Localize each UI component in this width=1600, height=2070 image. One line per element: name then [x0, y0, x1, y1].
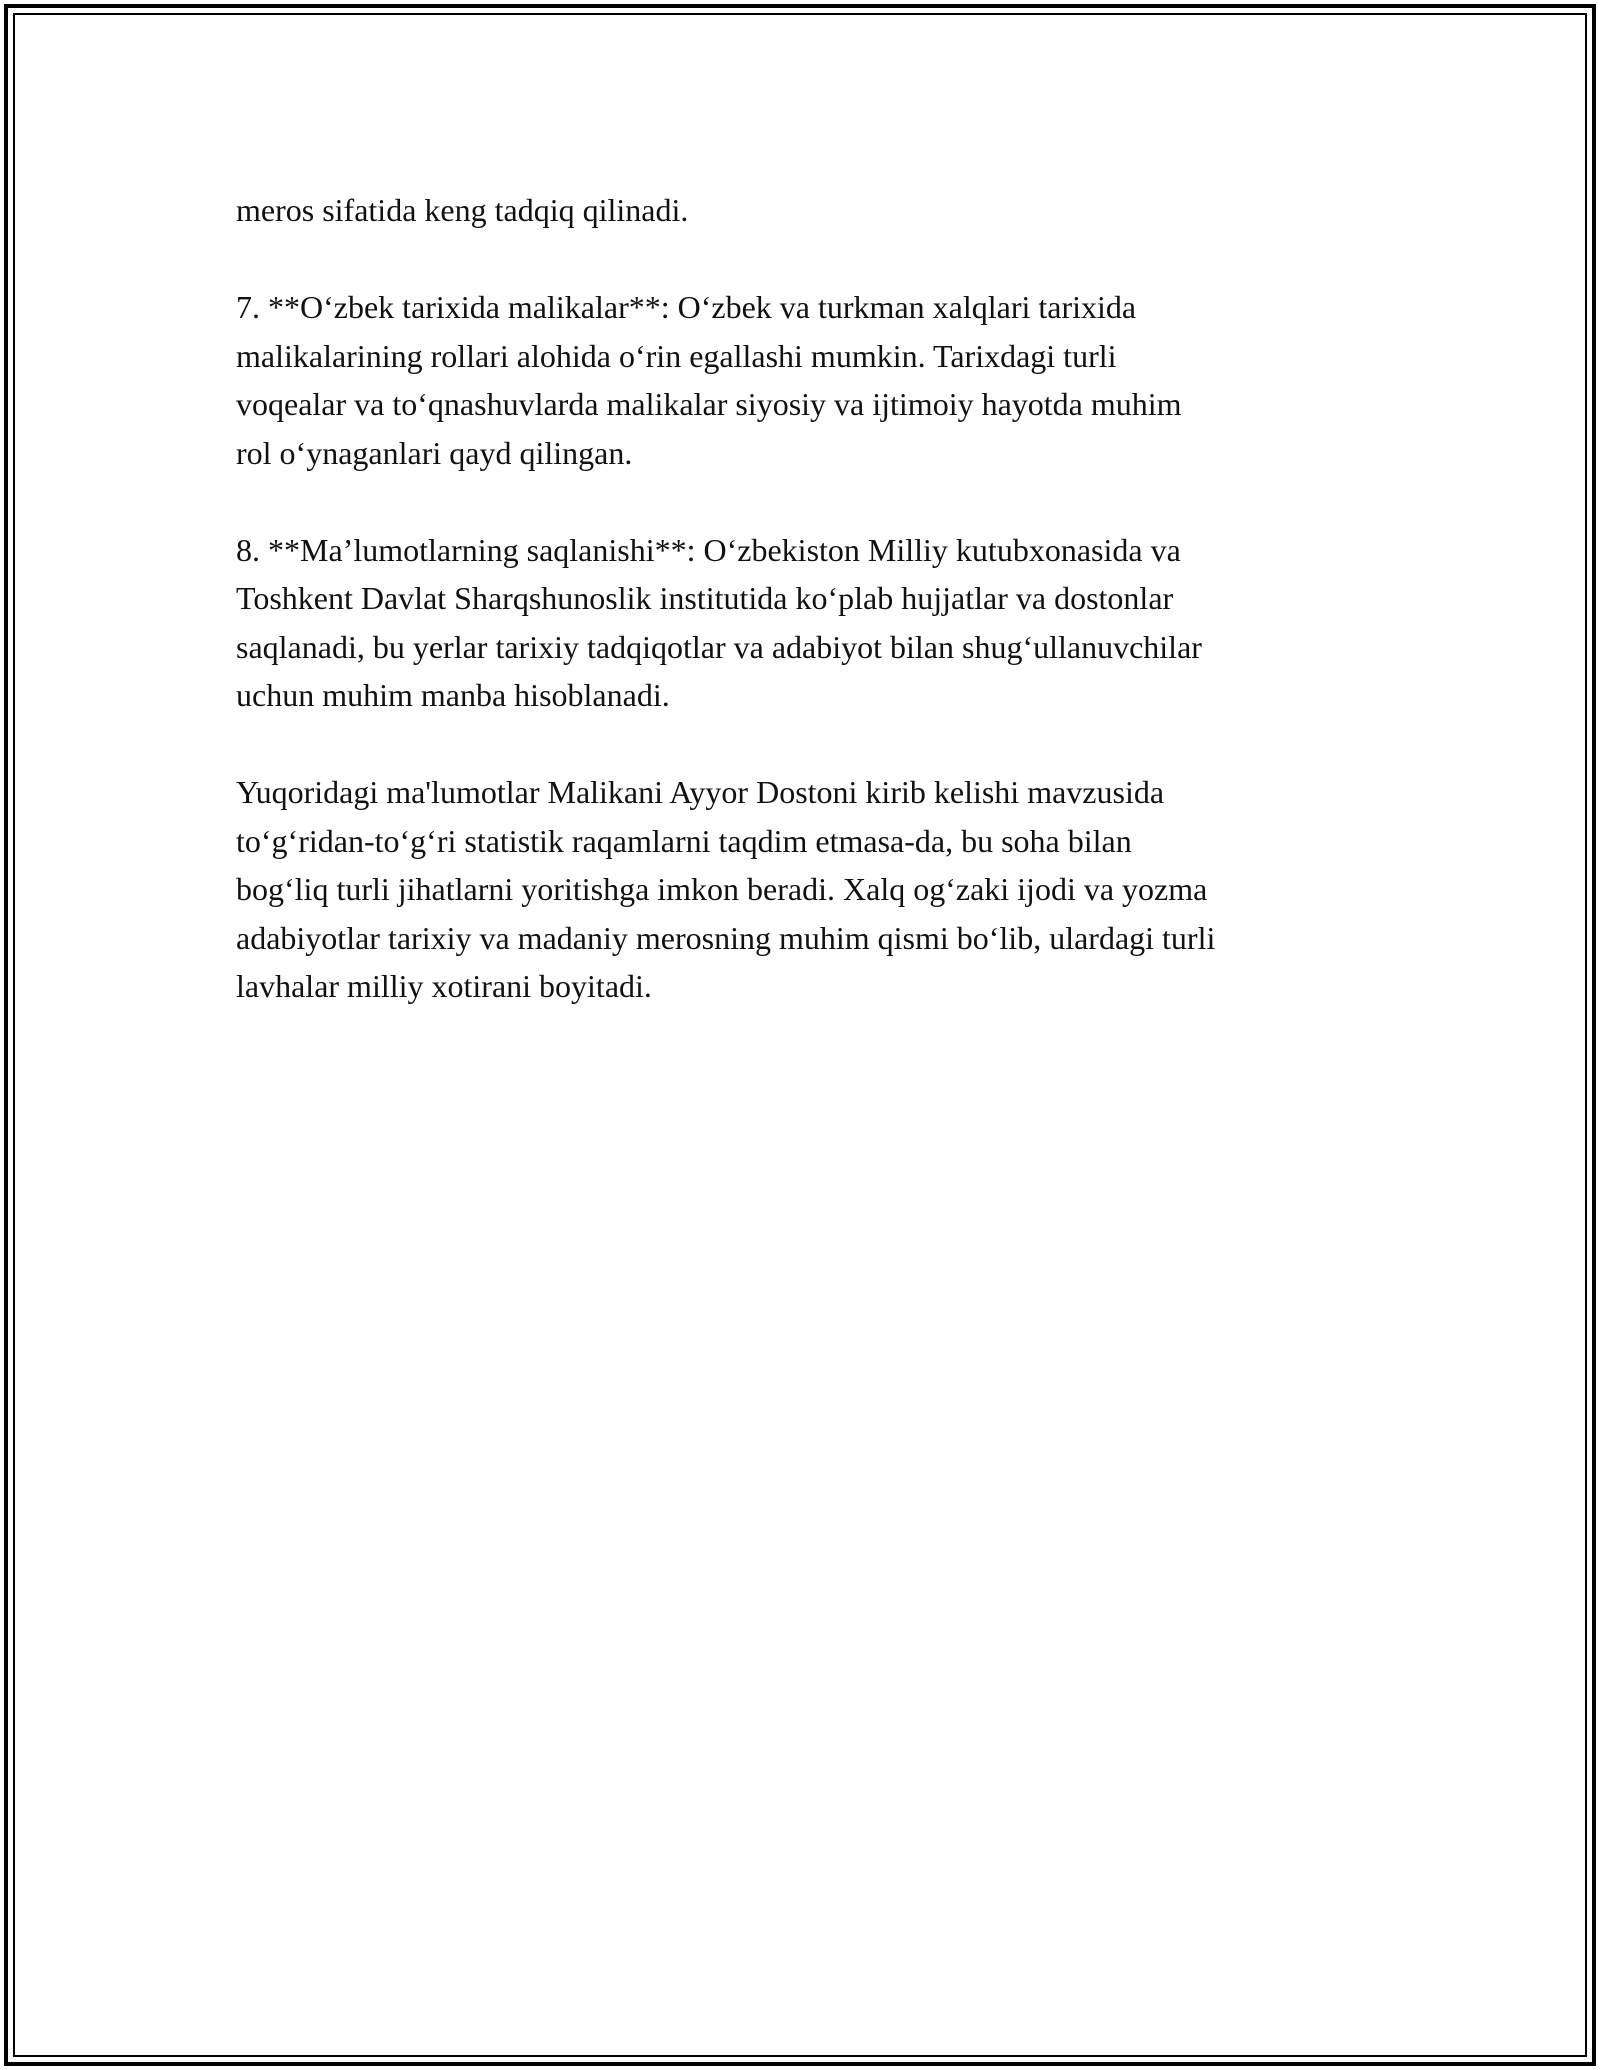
text-line: meros sifatida keng tadqiq qilinadi. [236, 192, 689, 228]
text-line: uchun muhim manba hisoblanadi. [236, 677, 670, 713]
text-line: adabiyotlar tarixiy va madaniy merosning muhim qismi bo‘lib, ulardagi turli [236, 919, 1216, 956]
text-line: voqealar va to‘qnashuvlarda malikalar siyosiy va ijtimoiy hayotda muhim [236, 386, 1182, 422]
text-line: rol o‘ynaganlari qayd qilingan. [236, 434, 633, 471]
paragraph-item-7 [236, 283, 1376, 477]
text-line: Yuqoridagi ma'lumotlar Malikani Ayyor Dostoni kirib kelishi mavzusida [236, 774, 1165, 810]
paragraph-conclusion [236, 768, 1376, 1011]
document-body [236, 186, 1376, 1059]
text-line: Toshkent Davlat Sharqshunoslik institutida ko‘plab hujjatlar va dostonlar [236, 580, 1174, 616]
paragraph-item-8 [236, 526, 1376, 720]
text-line: 8. **Ma’lumotlarning saqlanishi**: O‘zbekiston Milliy kutubxonasida va [236, 531, 1181, 568]
text-line: saqlanadi, bu yerlar tarixiy tadqiqotlar va adabiyot bilan shug‘ullanuvchilar [236, 628, 1202, 665]
text-line: to‘g‘ridan-to‘g‘ri statistik raqamlarni taqdim etmasa-da, bu soha bilan [236, 822, 1132, 859]
paragraph-continuation [236, 186, 1376, 235]
text-line: 7. **O‘zbek tarixida malikalar**: O‘zbek va turkman xalqlari tarixida [236, 289, 1137, 325]
text-line: malikalarining rollari alohida o‘rin egallashi mumkin. Tarixdagi turli [236, 337, 1117, 374]
text-line: bog‘liq turli jihatlarni yoritishga imkon beradi. Xalq og‘zaki ijodi va yozma [236, 871, 1208, 907]
text-line: lavhalar milliy xotirani boyitadi. [236, 968, 652, 1004]
